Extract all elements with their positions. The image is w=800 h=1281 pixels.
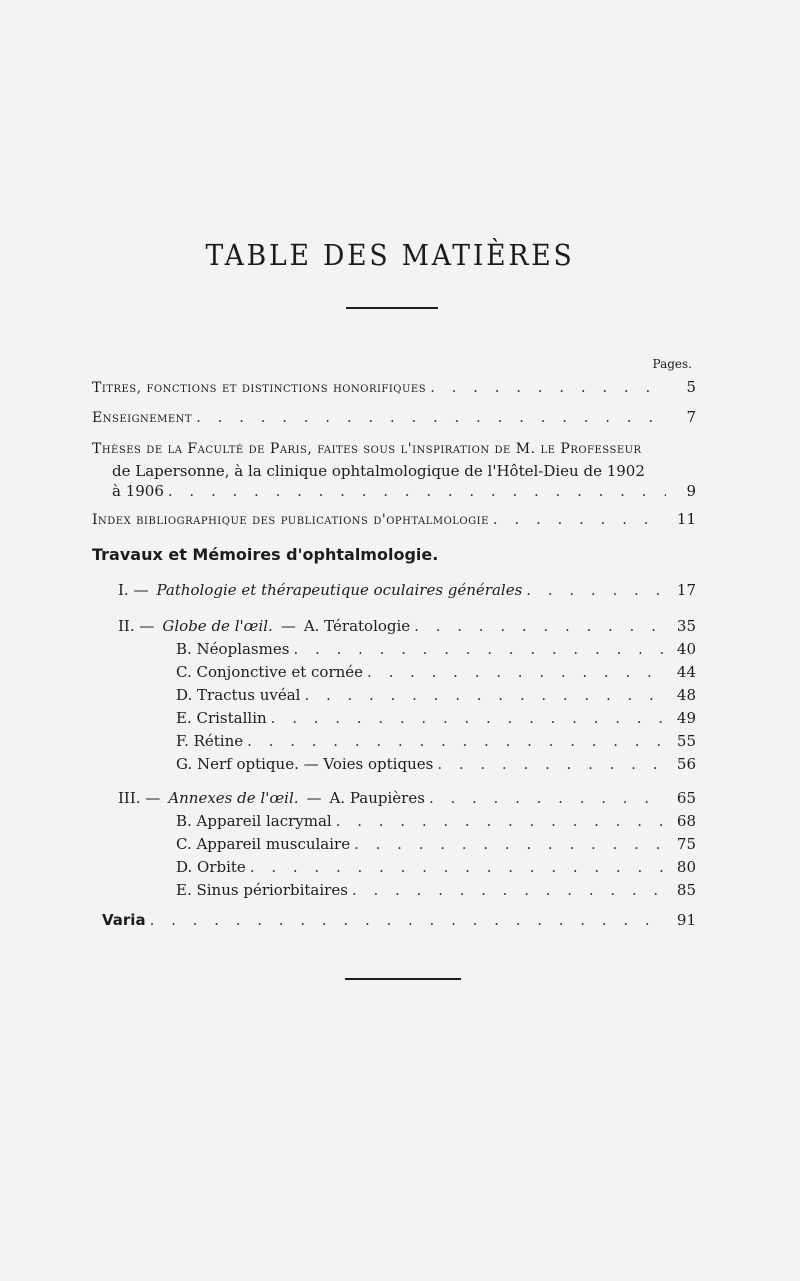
part-heading: Globe de l'œil.	[162, 617, 273, 635]
toc-subentry	[176, 663, 696, 681]
toc-entry-label: E. Cristallin	[176, 709, 267, 727]
toc-entry-label: A. Paupières	[329, 789, 425, 807]
toc-entry-page: 9	[686, 482, 696, 500]
leader-dots	[414, 617, 666, 635]
toc-entry-page: 5	[686, 378, 696, 396]
toc-entry-label: C. Conjonctive et cornée	[176, 663, 364, 681]
toc-entry-label: D. Tractus uvéal	[176, 686, 301, 704]
toc-entry-page: 91	[676, 911, 696, 929]
toc-subentry	[176, 835, 696, 853]
part-number: II. —	[118, 617, 155, 635]
toc-entry-page: 65	[676, 789, 696, 807]
toc-entry-label: Varia	[102, 911, 146, 929]
leader-dots	[367, 663, 666, 681]
toc-entry-titres	[92, 378, 696, 396]
leader-dots	[304, 686, 666, 704]
toc-entry-label: Enseignement	[92, 410, 193, 426]
leader-dots	[150, 911, 666, 929]
page-title: TABLE DES MATIÈRES	[205, 238, 575, 272]
toc-entry-page: 11	[676, 510, 696, 528]
toc-entry-page: 85	[676, 881, 696, 899]
toc-subentry	[176, 732, 696, 750]
toc-subentry	[176, 709, 696, 727]
toc-entry-page: 80	[676, 858, 696, 876]
toc-subentry	[176, 640, 696, 658]
toc-entry-label: à 1906	[112, 482, 164, 500]
part-number: III. —	[118, 789, 161, 807]
part-heading: Annexes de l'œil.	[168, 789, 299, 807]
toc-part-3	[118, 789, 696, 807]
toc-subentry	[176, 755, 696, 773]
toc-entry-page: 75	[676, 835, 696, 853]
leader-dots	[354, 835, 666, 853]
toc-subentry	[176, 686, 696, 704]
toc-entry-theses-end	[112, 482, 696, 500]
leader-dots	[168, 482, 666, 500]
toc-entry-page: 35	[676, 617, 696, 635]
title-rule	[346, 307, 438, 309]
toc-entry-label: C. Appareil musculaire	[176, 835, 351, 853]
leader-dots	[250, 858, 666, 876]
leader-dots	[352, 881, 666, 899]
theses-line-2: de Lapersonne, à la clinique ophtalmologique de l'Hôtel-Dieu de 1902	[112, 462, 645, 480]
toc-entry-page: 48	[676, 686, 696, 704]
toc-entry-page: 68	[676, 812, 696, 830]
toc-subentry	[176, 812, 696, 830]
toc-entry-index	[92, 510, 696, 528]
leader-dots	[429, 789, 666, 807]
theses-line-1: Thèses de la Faculté de Paris, faites sous l'inspiration de M. le Professeur	[92, 441, 642, 457]
toc-part-1	[118, 581, 696, 599]
leader-dots	[437, 755, 666, 773]
toc-entry-label: B. Néoplasmes	[176, 640, 290, 658]
toc-entry-page: 55	[676, 732, 696, 750]
pages-column-header: Pages.	[652, 357, 692, 371]
leader-dots	[196, 408, 666, 426]
leader-dots	[247, 732, 666, 750]
toc-entry-page: 49	[676, 709, 696, 727]
toc-entry-label: E. Sinus périorbitaires	[176, 881, 348, 899]
toc-entry-label: D. Orbite	[176, 858, 246, 876]
part-number: I. —	[118, 581, 149, 599]
leader-dots	[493, 510, 666, 528]
closing-rule	[345, 978, 461, 980]
toc-entry-label: A. Tératologie	[303, 617, 411, 635]
toc-entry-label: Titres, fonctions et distinctions honorifiques	[92, 380, 427, 396]
toc-entry-page: 40	[676, 640, 696, 658]
leader-dots	[526, 581, 666, 599]
toc-entry-page: 44	[676, 663, 696, 681]
toc-entry-label: Index bibliographique des publications d'ophtalmologie	[92, 512, 489, 528]
toc-entry-enseignement	[92, 408, 696, 426]
part-heading-sep: —	[280, 617, 296, 635]
leader-dots	[293, 640, 666, 658]
toc-subentry	[176, 858, 696, 876]
toc-entry-theses	[92, 437, 652, 482]
toc-entry-label: B. Appareil lacrymal	[176, 812, 332, 830]
leader-dots	[430, 378, 666, 396]
toc-entry-label: Pathologie et thérapeutique oculaires générales	[156, 581, 523, 599]
toc-subentry	[176, 881, 696, 899]
toc-entry-page: 17	[676, 581, 696, 599]
leader-dots	[336, 812, 666, 830]
part-heading-sep: —	[306, 789, 322, 807]
leader-dots	[271, 709, 666, 727]
toc-entry-page: 7	[686, 408, 696, 426]
toc-entry-label: F. Rétine	[176, 732, 244, 750]
section-heading: Travaux et Mémoires d'ophtalmologie.	[92, 545, 439, 564]
toc-entry-label: G. Nerf optique. — Voies optiques	[176, 755, 434, 773]
toc-entry-varia	[102, 911, 696, 929]
toc-entry-page: 56	[676, 755, 696, 773]
toc-part-2	[118, 617, 696, 635]
